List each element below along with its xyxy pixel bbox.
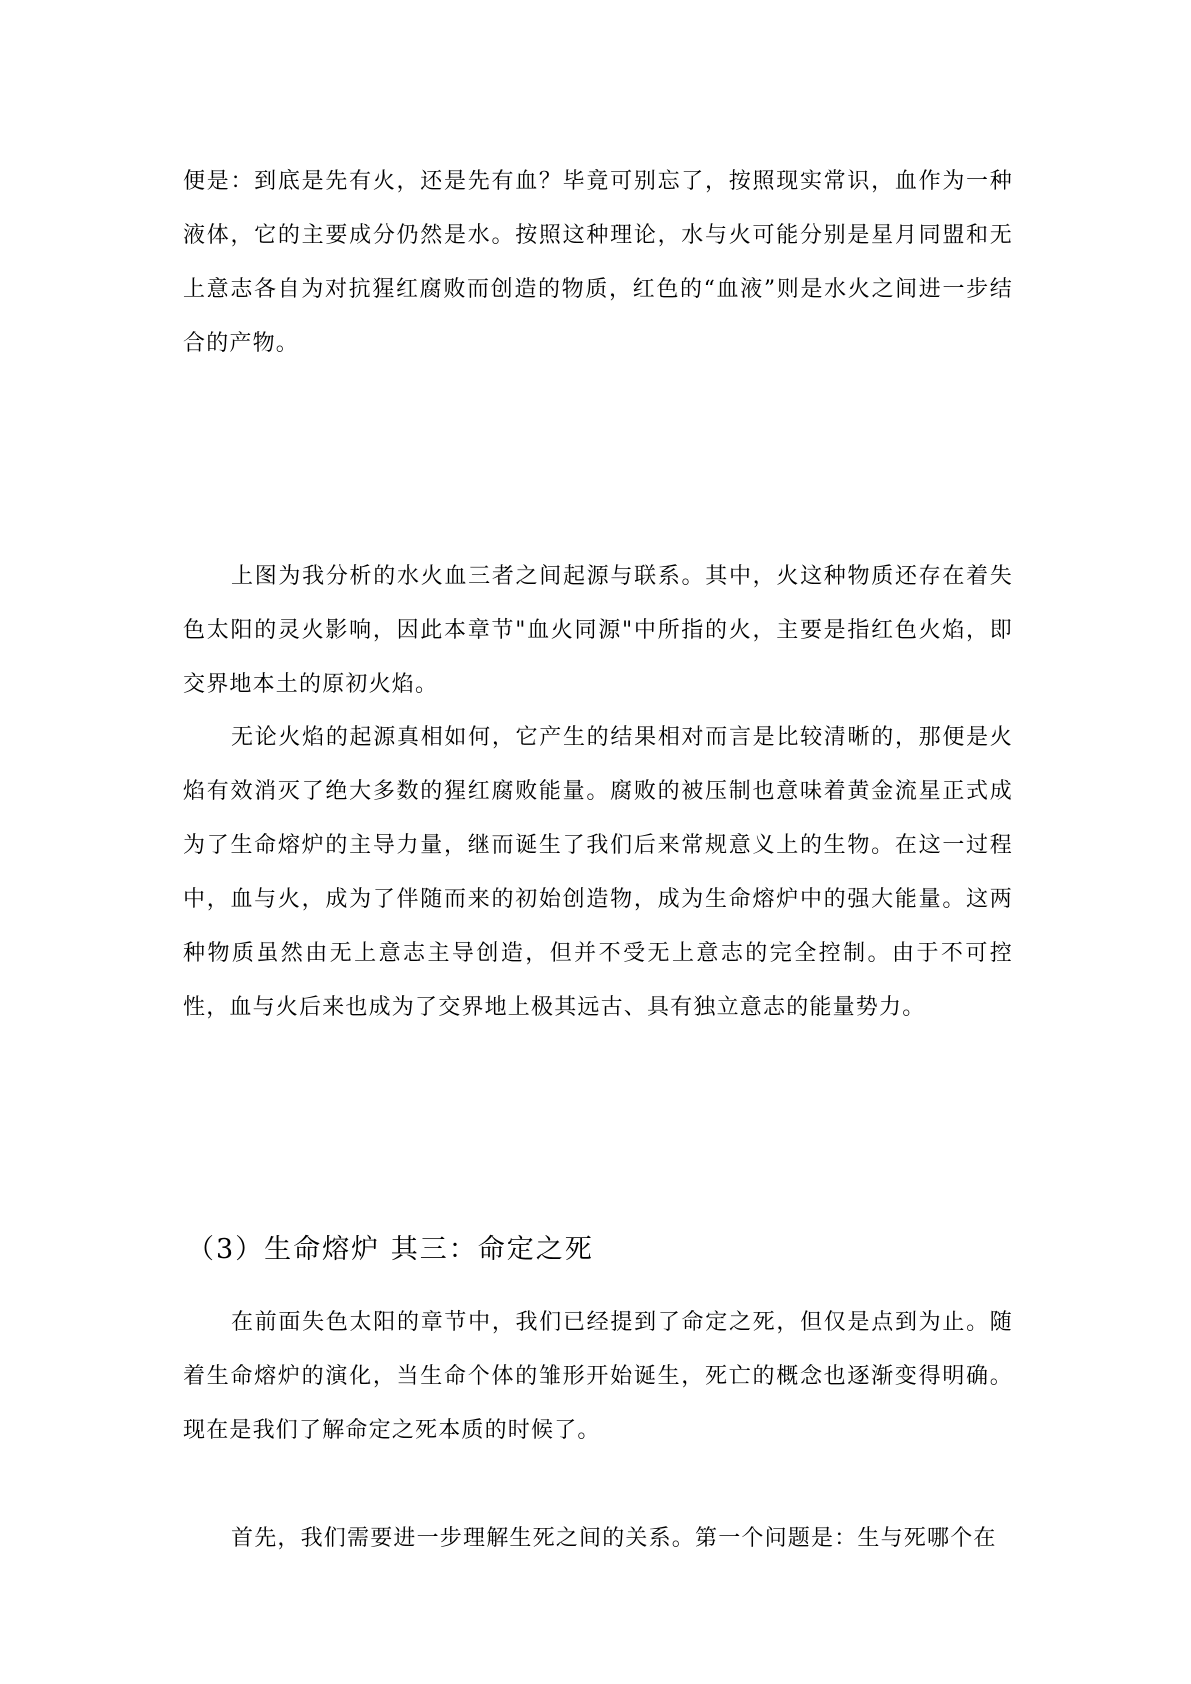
paragraph-figure-description: 上图为我分析的水火血三者之间起源与联系。其中，火这种物质还存在着失色太阳的灵火影响，因此本章节"血火同源"中所指的火，主要是指红色火焰，即交界地本土的原初火焰。	[183, 564, 1013, 697]
paragraph-blood-or-fire: 便是：到底是先有火，还是先有血？毕竟可别忘了，按照现实常识，血作为一种液体，它的主要成分仍然是水。按照这种理论，水与火可能分别是星月同盟和无上意志各自为对抗猩红腐败而创造的物质，红色的“血液”则是水火之间进一步结合的产物。	[183, 169, 1013, 356]
paragraph-destined-death-intro: 在前面失色太阳的章节中，我们已经提到了命定之死，但仅是点到为止。随着生命熔炉的演化，当生命个体的雏形开始诞生，死亡的概念也逐渐变得明确。现在是我们了解命定之死本质的时候了。	[183, 1310, 1013, 1443]
paragraph-fire-outcome: 无论火焰的起源真相如何，它产生的结果相对而言是比较清晰的，那便是火焰有效消灭了绝大多数的猩红腐败能量。腐败的被压制也意味着黄金流星正式成为了生命熔炉的主导力量，继而诞生了我们后来常规意义上的生物。在这一过程中，血与火，成为了伴随而来的初始创造物，成为生命熔炉中的强大能量。这两种物质虽然由无上意志主导创造，但并不受无上意志的完全控制。由于不可控性，血与火后来也成为了交界地上极其远古、具有独立意志的能量势力。	[183, 725, 1013, 1020]
paragraph-life-death-relation: 首先，我们需要进一步理解生死之间的关系。第一个问题是：生与死哪个在	[231, 1526, 997, 1551]
section-heading: （3）生命熔炉 其三：命定之死	[187, 1234, 594, 1265]
